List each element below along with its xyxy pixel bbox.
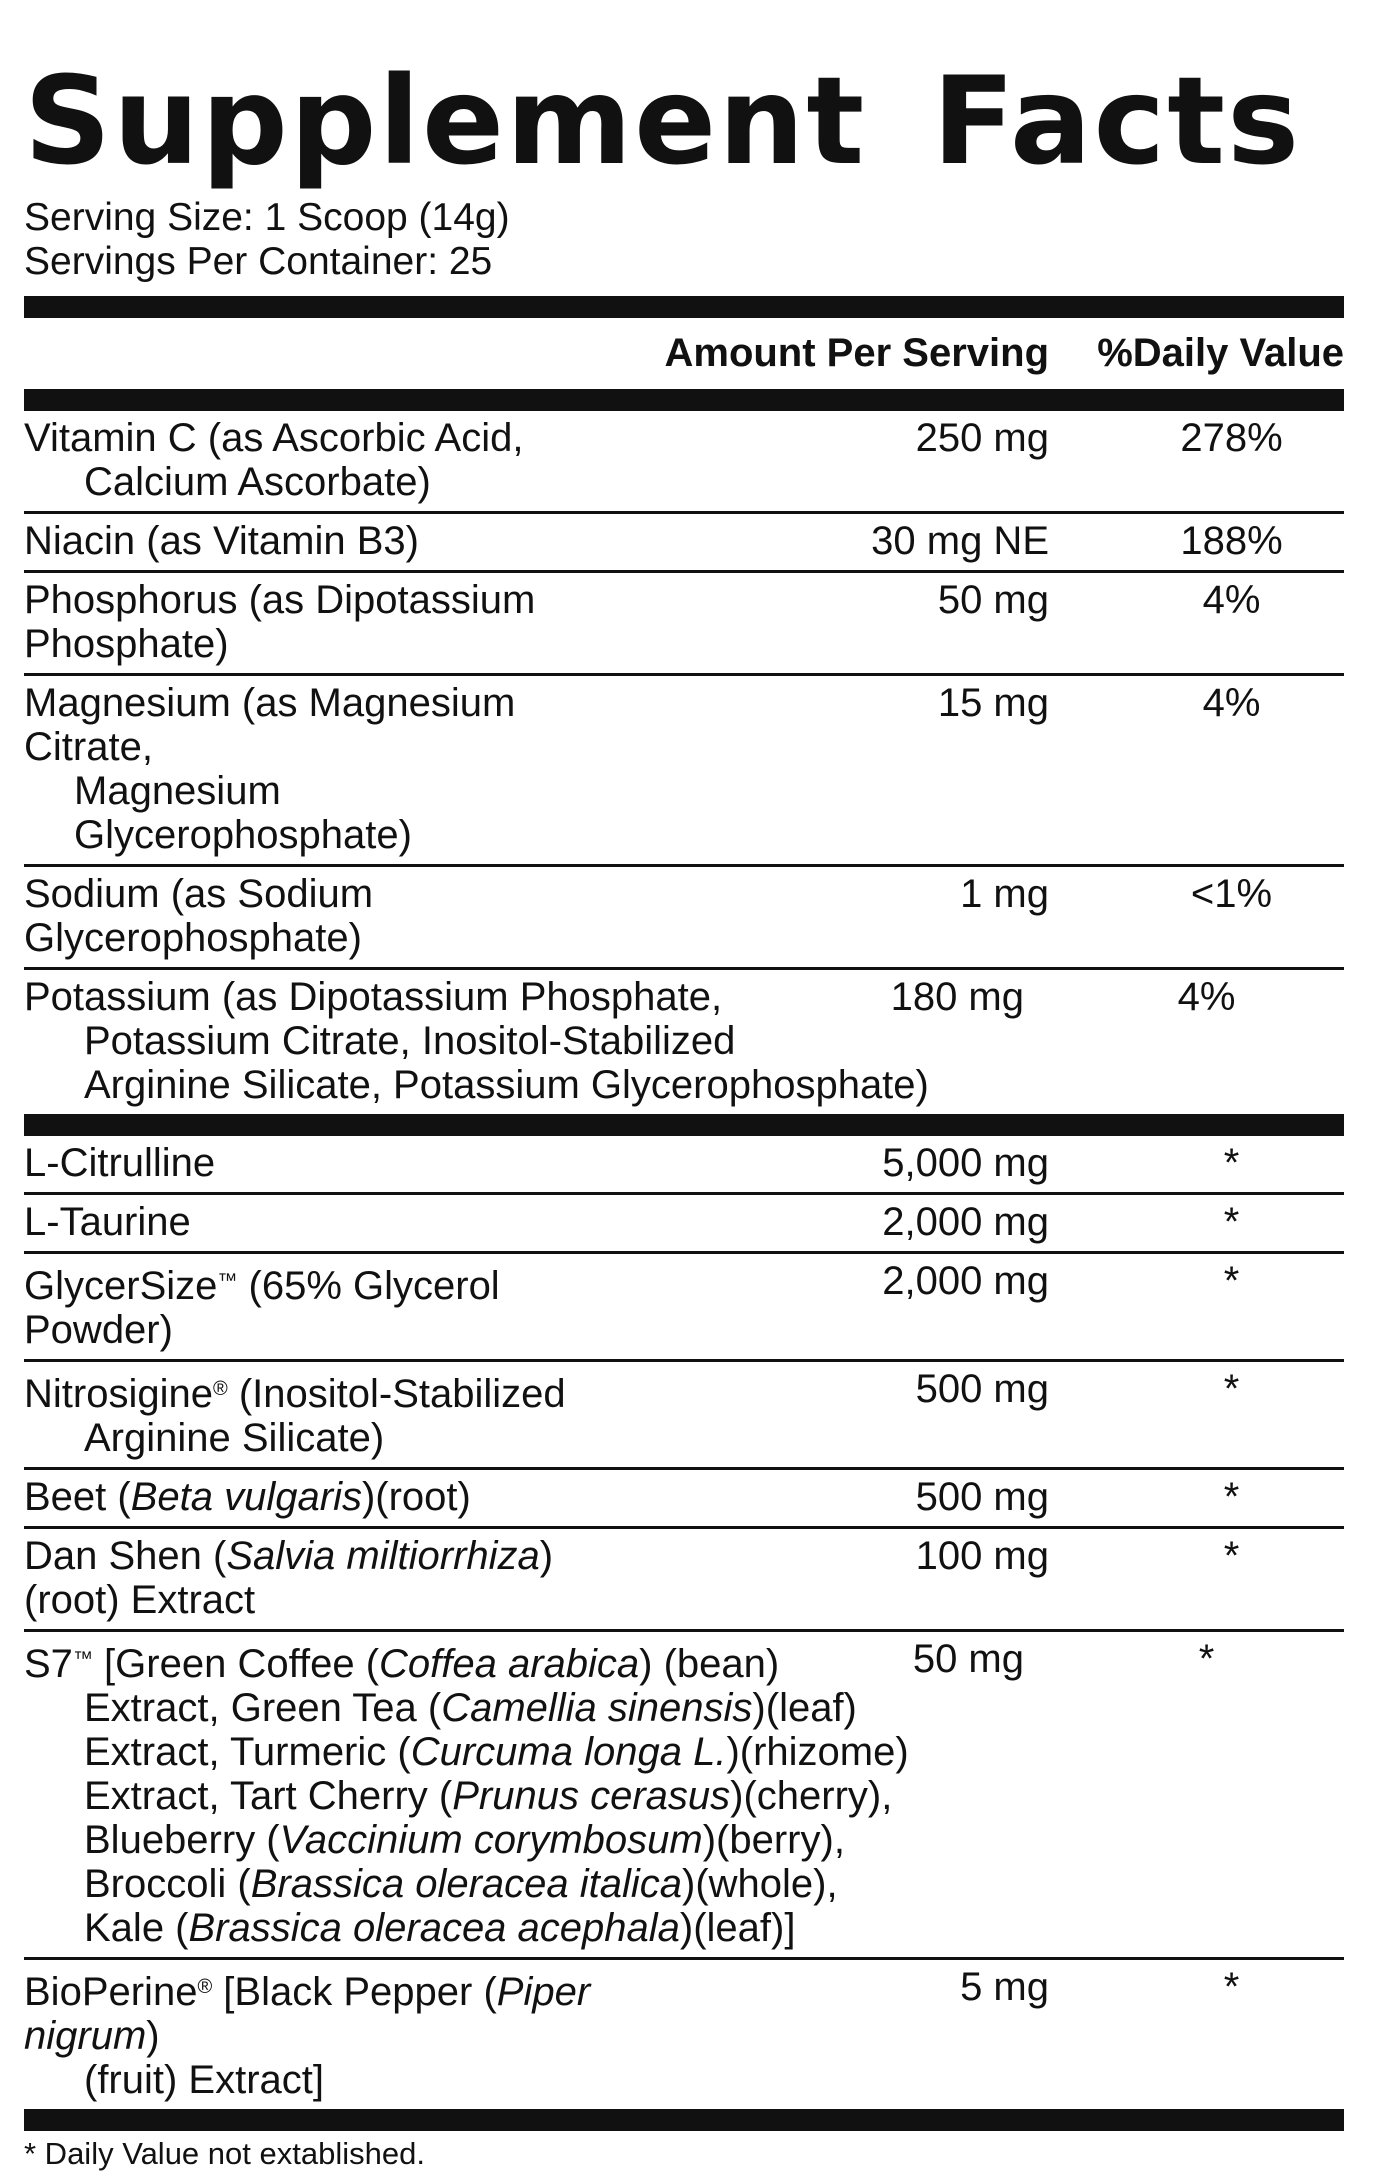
nutrient-amount: 1 mg <box>960 872 1049 916</box>
registered-mark: ® <box>197 1976 213 1998</box>
serving-info <box>24 196 1344 284</box>
daily-value-header: %Daily Value <box>1097 331 1344 375</box>
nutrient-name: Sodium (as Sodium Glycerophosphate) <box>24 872 374 960</box>
nutrient-daily-value: 4% <box>1202 578 1261 622</box>
ingredient-name: GlycerSize™ (65% Glycerol Powder) <box>24 1264 500 1352</box>
trademark-mark: ™ <box>72 1648 93 1670</box>
thick-divider <box>24 389 1344 411</box>
ingredient-daily-value: * <box>1223 1259 1240 1303</box>
nutrient-row-sodium <box>24 867 1344 970</box>
nutrient-row-potassium <box>24 970 1344 1114</box>
nutrient-row-magnesium <box>24 676 1344 867</box>
ingredient-amount: 2,000 mg <box>882 1200 1049 1244</box>
footnote: * Daily Value not extablished. <box>24 2136 425 2171</box>
nutrient-daily-value: 278% <box>1180 416 1283 460</box>
nutrient-name: Niacin (as Vitamin B3) <box>24 519 419 563</box>
thick-divider <box>24 1114 1344 1136</box>
ingredient-row-nitrosigine <box>24 1362 1344 1470</box>
thick-divider <box>24 296 1344 318</box>
column-header-row <box>24 318 1344 389</box>
ingredient-name: Beet (Beta vulgaris)(root) <box>24 1475 471 1519</box>
ingredient-name: Dan Shen (Salvia miltiorrhiza)(root) Extract <box>24 1534 554 1622</box>
nutrient-amount: 50 mg <box>937 578 1049 622</box>
nutrient-amount: 180 mg <box>890 975 1024 1019</box>
ingredient-row-l-taurine <box>24 1195 1344 1254</box>
ingredient-daily-value: * <box>1223 1141 1240 1185</box>
ingredient-daily-value: * <box>1198 1637 1215 1681</box>
ingredient-name: Nitrosigine® (Inositol-Stabilized Arginine Silicate) <box>24 1372 566 1460</box>
ingredient-name: L-Taurine <box>24 1200 191 1244</box>
ingredient-row-glycersize <box>24 1254 1344 1362</box>
ingredient-name: S7™ [Green Coffee (Coffea arabica) (bean) Extract, Green Tea (Camellia sinensis)(leaf) Extract, Turmeric (Curcuma longa L.)(rhizome) Extract, Tart Cherry (Prunus cerasus)(cherry), Blueberry (Vaccinium corymbosum)(berry), Broccoli (Brassica oleracea italica)(whole), Kale (Brassica oleracea acephala)(leaf)] <box>24 1642 909 1950</box>
ingredient-amount: 100 mg <box>915 1534 1049 1578</box>
nutrient-row-vitamin-c <box>24 411 1344 514</box>
ingredient-row-l-citrulline <box>24 1136 1344 1195</box>
ingredient-amount: 5 mg <box>960 1965 1049 2009</box>
ingredient-name: BioPerine® [Black Pepper (Piper nigrum) (fruit) Extract] <box>24 1970 591 2102</box>
panel-title: Supplement Facts <box>24 51 1302 192</box>
nutrient-name: Magnesium (as Magnesium Citrate, Magnesium Glycerophosphate) <box>24 681 516 857</box>
ingredient-daily-value: * <box>1223 1965 1240 2009</box>
amount-per-serving-header: Amount Per Serving <box>664 331 1049 375</box>
nutrient-daily-value: 4% <box>1202 681 1261 725</box>
ingredient-row-s7-blend <box>24 1632 1344 1960</box>
nutrient-amount: 250 mg <box>915 416 1049 460</box>
serving-size: Serving Size: 1 Scoop (14g) <box>24 196 510 239</box>
ingredient-amount: 5,000 mg <box>882 1141 1049 1185</box>
ingredient-amount: 500 mg <box>915 1367 1049 1411</box>
ingredient-row-beet <box>24 1470 1344 1529</box>
nutrient-daily-value: <1% <box>1190 872 1273 916</box>
registered-mark: ® <box>212 1378 228 1400</box>
nutrient-name: Potassium (as Dipotassium Phosphate, Potassium Citrate, Inositol-Stabilized Arginine Silicate, Potassium Glycerophosphate) <box>24 975 929 1107</box>
thick-divider <box>24 2109 1344 2131</box>
servings-per-container: Servings Per Container: 25 <box>24 240 493 283</box>
ingredient-row-bioperine <box>24 1960 1344 2109</box>
nutrient-amount: 15 mg <box>937 681 1049 725</box>
ingredient-amount: 50 mg <box>912 1637 1024 1681</box>
ingredient-daily-value: * <box>1223 1367 1240 1411</box>
ingredient-daily-value: * <box>1223 1475 1240 1519</box>
supplement-facts-panel <box>24 51 1344 2173</box>
nutrient-daily-value: 188% <box>1180 519 1283 563</box>
nutrient-name: Vitamin C (as Ascorbic Acid, Calcium Ascorbate) <box>24 416 524 504</box>
ingredient-daily-value: * <box>1223 1534 1240 1578</box>
trademark-mark: ™ <box>217 1270 238 1292</box>
ingredient-row-dan-shen <box>24 1529 1344 1632</box>
ingredient-daily-value: * <box>1223 1200 1240 1244</box>
ingredient-amount: 2,000 mg <box>882 1259 1049 1303</box>
ingredient-name: L-Citrulline <box>24 1141 216 1185</box>
nutrient-row-phosphorus <box>24 573 1344 676</box>
nutrient-amount: 30 mg NE <box>871 519 1049 563</box>
nutrient-row-niacin <box>24 514 1344 573</box>
ingredient-amount: 500 mg <box>915 1475 1049 1519</box>
nutrient-name: Phosphorus (as Dipotassium Phosphate) <box>24 578 536 666</box>
nutrient-daily-value: 4% <box>1177 975 1236 1019</box>
